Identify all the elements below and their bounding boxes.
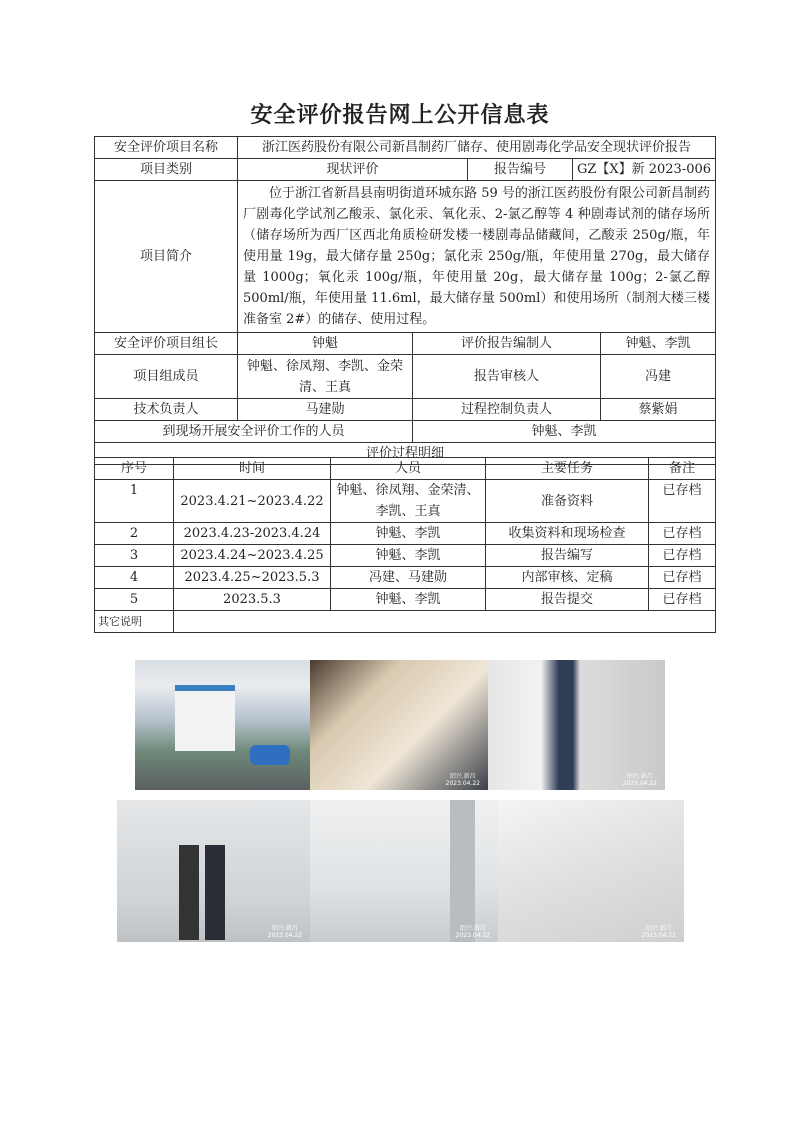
row-people: 钟魁、徐凤翔、金荣清、李凯、王真 bbox=[331, 480, 486, 523]
info-table bbox=[94, 136, 716, 465]
leader-label: 安全评价项目组长 bbox=[95, 333, 238, 355]
intro-text: 位于浙江省新昌县南明街道环城东路 59 号的浙江医药股份有限公司新昌制药厂剧毒化学试剂乙酸汞、氯化汞、氧化汞、2-氯乙醇等 4 种剧毒试剂的储存场所（储存场所为西厂区西北角质检研发楼一楼剧毒品储藏间，乙酸汞 250g/瓶，年使用量 19g，最大储存量 250g；氯化汞 250g/瓶，年使用量 270g，最大储存量 1000g；氧化汞 100g/瓶，年使用量 20g，最大储存量 100g；2-氯乙醇 500ml/瓶，年使用量 11.6ml，最大储存量 500ml）和使用场所（制剂大楼三楼准备室 2#）的储存、使用过程。 bbox=[238, 181, 716, 333]
row-no: 5 bbox=[95, 589, 174, 611]
table-row bbox=[95, 480, 716, 523]
process-control: 蔡紫娟 bbox=[601, 399, 716, 421]
row-people: 钟魁、李凯 bbox=[331, 545, 486, 567]
photo-watermark: 绍兴.新昌 2023.04.22 bbox=[445, 773, 480, 787]
photo-watermark: 绍兴.新昌 2023.04.22 bbox=[455, 925, 490, 939]
header-task: 主要任务 bbox=[486, 458, 649, 480]
row-people: 冯建、马建勋 bbox=[331, 567, 486, 589]
tech: 马建勋 bbox=[238, 399, 413, 421]
row-task: 收集资料和现场检查 bbox=[486, 523, 649, 545]
page-title: 安全评价报告网上公开信息表 bbox=[250, 102, 550, 128]
photo-corridor bbox=[488, 660, 665, 790]
row-note: 已存档 bbox=[649, 567, 716, 589]
onsite-label: 到现场开展安全评价工作的人员 bbox=[95, 421, 413, 443]
detail-heading: 评价过程明细 bbox=[95, 443, 716, 465]
photo-ceiling-camera bbox=[498, 800, 684, 942]
members: 钟魁、徐凤翔、李凯、金荣清、王真 bbox=[238, 355, 413, 399]
report-no-label: 报告编号 bbox=[468, 159, 573, 181]
header-time: 时间 bbox=[174, 458, 331, 480]
row-task: 报告编写 bbox=[486, 545, 649, 567]
photo-watermark: 绍兴.新昌 2023.04.22 bbox=[641, 925, 676, 939]
reviewer-label: 报告审核人 bbox=[413, 355, 601, 399]
table-row bbox=[95, 523, 716, 545]
row-note: 已存档 bbox=[649, 523, 716, 545]
header-note: 备注 bbox=[649, 458, 716, 480]
compiler: 钟魁、李凯 bbox=[601, 333, 716, 355]
intro-label: 项目简介 bbox=[95, 181, 238, 333]
row-time: 2023.4.21~2023.4.22 bbox=[174, 480, 331, 523]
tech-label: 技术负责人 bbox=[95, 399, 238, 421]
leader: 钟魁 bbox=[238, 333, 413, 355]
row-note: 已存档 bbox=[649, 589, 716, 611]
row-time: 2023.5.3 bbox=[174, 589, 331, 611]
category: 现状评价 bbox=[238, 159, 468, 181]
process-table bbox=[94, 457, 716, 633]
row-time: 2023.4.23-2023.4.24 bbox=[174, 523, 331, 545]
header-no: 序号 bbox=[95, 458, 174, 480]
row-time: 2023.4.24~2023.4.25 bbox=[174, 545, 331, 567]
photo-storage-room bbox=[310, 660, 488, 790]
row-no: 1 bbox=[95, 480, 174, 523]
other-value bbox=[174, 611, 716, 633]
row-task: 准备资料 bbox=[486, 480, 649, 523]
row-task: 内部审核、定稿 bbox=[486, 567, 649, 589]
onsite: 钟魁、李凯 bbox=[413, 421, 716, 443]
row-people: 钟魁、李凯 bbox=[331, 523, 486, 545]
project-name-label: 安全评价项目名称 bbox=[95, 137, 238, 159]
project-name: 浙江医药股份有限公司新昌制药厂储存、使用剧毒化学品安全现状评价报告 bbox=[238, 137, 716, 159]
compiler-label: 评价报告编制人 bbox=[413, 333, 601, 355]
row-no: 3 bbox=[95, 545, 174, 567]
table-header bbox=[95, 458, 716, 480]
row-no: 2 bbox=[95, 523, 174, 545]
header-people: 人员 bbox=[331, 458, 486, 480]
photo-lab bbox=[310, 800, 498, 942]
process-control-label: 过程控制负责人 bbox=[413, 399, 601, 421]
reviewer: 冯建 bbox=[601, 355, 716, 399]
photo-lab-staff bbox=[117, 800, 310, 942]
other-label: 其它说明 bbox=[95, 611, 174, 633]
row-task: 报告提交 bbox=[486, 589, 649, 611]
row-note: 已存档 bbox=[649, 480, 716, 523]
photo-watermark: 绍兴.新昌 2023.04.22 bbox=[622, 773, 657, 787]
photo-watermark: 绍兴.新昌 2023.04.22 bbox=[267, 925, 302, 939]
members-label: 项目组成员 bbox=[95, 355, 238, 399]
row-people: 钟魁、李凯 bbox=[331, 589, 486, 611]
row-time: 2023.4.25~2023.5.3 bbox=[174, 567, 331, 589]
table-row bbox=[95, 545, 716, 567]
photo-building bbox=[135, 660, 310, 790]
row-note: 已存档 bbox=[649, 545, 716, 567]
report-no: GZ【X】新 2023-006 bbox=[573, 159, 716, 181]
category-label: 项目类别 bbox=[95, 159, 238, 181]
table-row bbox=[95, 567, 716, 589]
table-row bbox=[95, 589, 716, 611]
row-no: 4 bbox=[95, 567, 174, 589]
